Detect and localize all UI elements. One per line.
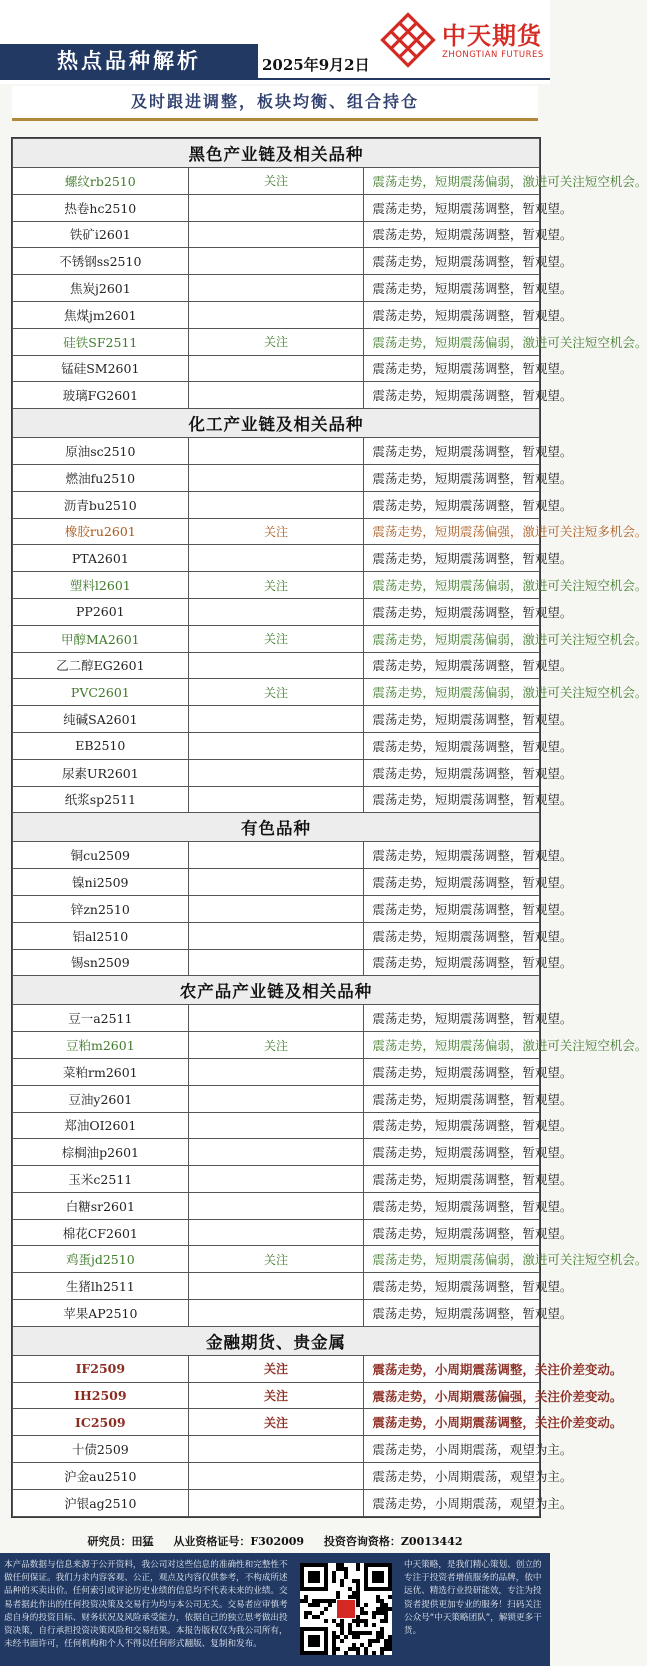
watch-tag [188, 1436, 364, 1463]
subtitle-underline [12, 118, 538, 121]
watch-tag [188, 706, 364, 733]
commodity-name: 铜cu2509 [13, 842, 189, 869]
outlook-text: 震荡走势，短期震荡调整，暂观望。 [364, 759, 540, 786]
table-row [13, 1436, 540, 1463]
table-row [13, 949, 540, 976]
watch-tag [188, 922, 364, 949]
watch-tag [188, 1085, 364, 1112]
researcher-license: 从业资格证号：F302009 [173, 1535, 305, 1548]
commodity-name: 十债2509 [13, 1436, 189, 1463]
commodity-name: 沥青bu2510 [13, 491, 189, 518]
outlook-text: 震荡走势，短期震荡调整，暂观望。 [364, 464, 540, 491]
brand-lattice-icon [380, 12, 436, 68]
watch-tag [188, 1005, 364, 1032]
table-row [13, 275, 540, 302]
table-row [13, 1139, 540, 1166]
section-title: 黑色产业链及相关品种 [13, 139, 540, 168]
table-row [13, 1382, 540, 1409]
outlook-text: 震荡走势，短期震荡调整，暂观望。 [364, 1085, 540, 1112]
outlook-text: 震荡走势，小周期震荡调整，关注价差变动。 [364, 1409, 540, 1436]
watch-tag [188, 1273, 364, 1300]
outlook-text: 震荡走势，短期震荡调整，暂观望。 [364, 221, 540, 248]
section-header [13, 409, 540, 438]
watch-tag [188, 248, 364, 275]
commodity-name: 焦炭j2601 [13, 275, 189, 302]
outlook-text: 震荡走势，短期震荡偏弱，激进可关注短空机会。 [364, 1032, 540, 1059]
section-header [13, 976, 540, 1005]
table-row [13, 518, 540, 545]
outlook-text: 震荡走势，短期震荡调整，暂观望。 [364, 248, 540, 275]
watch-tag [188, 949, 364, 976]
outlook-text: 震荡走势，短期震荡调整，暂观望。 [364, 355, 540, 382]
commodity-name: IC2509 [13, 1409, 189, 1436]
section-title: 金融期货、贵金属 [13, 1326, 540, 1355]
commodity-name: 菜粕rm2601 [13, 1058, 189, 1085]
outlook-text: 震荡走势，短期震荡偏弱，激进可关注短空机会。 [364, 679, 540, 706]
commodity-name: 纸浆sp2511 [13, 786, 189, 813]
outlook-text: 震荡走势，短期震荡调整，暂观望。 [364, 869, 540, 896]
watch-tag [188, 382, 364, 409]
watch-tag: 关注 [188, 1382, 364, 1409]
report-title: 热点品种解析 [0, 44, 258, 78]
outlook-text: 震荡走势，短期震荡调整，暂观望。 [364, 842, 540, 869]
commodity-name: 橡胶ru2601 [13, 518, 189, 545]
watch-tag [188, 759, 364, 786]
outlook-text: 震荡走势，短期震荡调整，暂观望。 [364, 438, 540, 465]
watch-tag: 关注 [188, 625, 364, 652]
outlook-text: 震荡走势，小周期震荡，观望为主。 [364, 1463, 540, 1490]
watch-tag [188, 545, 364, 572]
table-row [13, 1005, 540, 1032]
outlook-text: 震荡走势，短期震荡调整，暂观望。 [364, 922, 540, 949]
footer [0, 1553, 550, 1666]
table-row [13, 491, 540, 518]
commodity-name: 豆油y2601 [13, 1085, 189, 1112]
commodity-name: 锰硅SM2601 [13, 355, 189, 382]
outlook-text: 震荡走势，短期震荡调整，暂观望。 [364, 1166, 540, 1193]
header-divider [0, 78, 550, 80]
section-header [13, 139, 540, 168]
commodity-name: 白糖sr2601 [13, 1192, 189, 1219]
commodity-name: 苹果AP2510 [13, 1300, 189, 1327]
table-row [13, 1355, 540, 1382]
watch-tag [188, 194, 364, 221]
commodity-name: 铝al2510 [13, 922, 189, 949]
watch-tag [188, 732, 364, 759]
watch-tag [188, 895, 364, 922]
outlook-text: 震荡走势，短期震荡调整，暂观望。 [364, 491, 540, 518]
table-row [13, 1273, 540, 1300]
outlook-text: 震荡走势，短期震荡调整，暂观望。 [364, 1192, 540, 1219]
outlook-text: 震荡走势，短期震荡偏弱，激进可关注短空机会。 [364, 1246, 540, 1273]
watch-tag: 关注 [188, 1246, 364, 1273]
qr-code-icon[interactable] [300, 1563, 392, 1655]
commodity-name: PVC2601 [13, 679, 189, 706]
table-row [13, 786, 540, 813]
commodity-name: 塑料l2601 [13, 572, 189, 599]
researcher-name: 研究员：田猛 [87, 1535, 154, 1548]
table-row [13, 1166, 540, 1193]
commodity-name: EB2510 [13, 732, 189, 759]
table-row [13, 355, 540, 382]
outlook-text: 震荡走势，短期震荡调整，暂观望。 [364, 652, 540, 679]
commodity-name: 焦煤jm2601 [13, 301, 189, 328]
outlook-text: 震荡走势，短期震荡调整，暂观望。 [364, 1139, 540, 1166]
table-row [13, 1246, 540, 1273]
watch-tag: 关注 [188, 328, 364, 355]
report-subtitle: 及时跟进调整，板块均衡、组合持仓 [12, 86, 538, 118]
outlook-text: 震荡走势，小周期震荡，观望为主。 [364, 1489, 540, 1516]
watch-tag [188, 1219, 364, 1246]
table-row [13, 679, 540, 706]
outlook-text: 震荡走势，短期震荡偏强，激进可关注短多机会。 [364, 518, 540, 545]
brand-logo [380, 10, 548, 70]
outlook-text: 震荡走势，短期震荡调整，暂观望。 [364, 382, 540, 409]
watch-tag [188, 301, 364, 328]
table-row [13, 625, 540, 652]
section-header [13, 813, 540, 842]
table-row [13, 464, 540, 491]
report-date: 2025年9月2日 [262, 56, 370, 74]
outlook-text: 震荡走势，短期震荡调整，暂观望。 [364, 194, 540, 221]
commodity-name: 锌zn2510 [13, 895, 189, 922]
researcher-advisor-license: 投资咨询资格：Z0013442 [323, 1535, 463, 1548]
watch-tag [188, 1112, 364, 1139]
watch-tag [188, 1489, 364, 1516]
watch-tag [188, 355, 364, 382]
watch-tag [188, 221, 364, 248]
watch-tag [188, 1166, 364, 1193]
watch-tag [188, 1300, 364, 1327]
watch-tag [188, 275, 364, 302]
table-row [13, 1409, 540, 1436]
table-row [13, 652, 540, 679]
watch-tag [188, 491, 364, 518]
table-row [13, 759, 540, 786]
commodity-analysis-table [11, 137, 647, 1518]
table-row [13, 1463, 540, 1490]
watch-tag: 关注 [188, 168, 364, 195]
commodity-name: 沪银ag2510 [13, 1489, 189, 1516]
outlook-text: 震荡走势，小周期震荡偏强，关注价差变动。 [364, 1382, 540, 1409]
watch-tag [188, 869, 364, 896]
commodity-name: 棉花CF2601 [13, 1219, 189, 1246]
outlook-text: 震荡走势，短期震荡偏弱，激进可关注短空机会。 [364, 328, 540, 355]
section-title: 化工产业链及相关品种 [13, 409, 540, 438]
outlook-text: 震荡走势，短期震荡调整，暂观望。 [364, 732, 540, 759]
watch-tag: 关注 [188, 572, 364, 599]
commodity-name: IF2509 [13, 1355, 189, 1382]
outlook-text: 震荡走势，短期震荡偏弱，激进可关注短空机会。 [364, 625, 540, 652]
table-row [13, 922, 540, 949]
table-row [13, 842, 540, 869]
commodity-name: 镍ni2509 [13, 869, 189, 896]
table-row [13, 732, 540, 759]
table-row [13, 194, 540, 221]
table-row [13, 1085, 540, 1112]
table-row [13, 1058, 540, 1085]
outlook-text: 震荡走势，短期震荡调整，暂观望。 [364, 1219, 540, 1246]
disclaimer-text: 本产品数据与信息来源于公开资料，我公司对这些信息的准确性和完整性不做任何保证。我们力求内容客观、公正，观点及内容仅供参考，不构成所述品种的买卖出价。任何索引或评论历史业绩的信息均不代表未来的业绩。交易者据此作出的任何投资决策及交易行为均与本公司无关。交易者应审慎考虑自身的投资目标、财务状况及风险承受能力，依据自己的独立思考做出投资决策，自行承担投资决策风险和交易结果。本报告版权仅为我公司所有，未经书面许可，任何机构和个人不得以任何形式翻版、复制和发布。 [4, 1560, 288, 1650]
watch-tag: 关注 [188, 1355, 364, 1382]
commodity-name: 燃油fu2510 [13, 464, 189, 491]
watch-tag: 关注 [188, 679, 364, 706]
commodity-name: 尿素UR2601 [13, 759, 189, 786]
outlook-text: 震荡走势，短期震荡调整，暂观望。 [364, 1005, 540, 1032]
table-row [13, 869, 540, 896]
watch-tag [188, 1463, 364, 1490]
commodity-name: 鸡蛋jd2510 [13, 1246, 189, 1273]
outlook-text: 震荡走势，短期震荡调整，暂观望。 [364, 1300, 540, 1327]
table-row [13, 248, 540, 275]
watch-tag [188, 786, 364, 813]
commodity-name: 不锈钢ss2510 [13, 248, 189, 275]
watch-tag [188, 842, 364, 869]
commodity-name: 硅铁SF2511 [13, 328, 189, 355]
report-header [0, 0, 550, 84]
outlook-text: 震荡走势，短期震荡调整，暂观望。 [364, 949, 540, 976]
table-row [13, 895, 540, 922]
outlook-text: 震荡走势，短期震荡调整，暂观望。 [364, 1112, 540, 1139]
section-title: 有色品种 [13, 813, 540, 842]
commodity-name: 豆一a2511 [13, 1005, 189, 1032]
commodity-name: 豆粕m2601 [13, 1032, 189, 1059]
commodity-name: 郑油OI2601 [13, 1112, 189, 1139]
outlook-text: 震荡走势，小周期震荡，观望为主。 [364, 1436, 540, 1463]
outlook-text: 震荡走势，短期震荡调整，暂观望。 [364, 598, 540, 625]
watch-tag: 关注 [188, 1032, 364, 1059]
watch-tag [188, 1058, 364, 1085]
outlook-text: 震荡走势，短期震荡调整，暂观望。 [364, 301, 540, 328]
outlook-text: 震荡走势，短期震荡调整，暂观望。 [364, 786, 540, 813]
table-row [13, 1192, 540, 1219]
table-row [13, 328, 540, 355]
watch-tag [188, 1192, 364, 1219]
outlook-text: 震荡走势，短期震荡调整，暂观望。 [364, 895, 540, 922]
section-header [13, 1326, 540, 1355]
table-row [13, 1032, 540, 1059]
outlook-text: 震荡走势，短期震荡调整，暂观望。 [364, 706, 540, 733]
commodity-name: 热卷hc2510 [13, 194, 189, 221]
outlook-text: 震荡走势，短期震荡调整，暂观望。 [364, 275, 540, 302]
table-row [13, 1489, 540, 1516]
watch-tag [188, 464, 364, 491]
watch-tag [188, 438, 364, 465]
commodity-name: 螺纹rb2510 [13, 168, 189, 195]
commodity-name: 沪金au2510 [13, 1463, 189, 1490]
table-row [13, 168, 540, 195]
section-title: 农产品产业链及相关品种 [13, 976, 540, 1005]
outlook-text: 震荡走势，短期震荡偏弱，激进可关注短空机会。 [364, 168, 540, 195]
commodity-table-body [13, 139, 647, 1517]
table-row [13, 1219, 540, 1246]
table-row [13, 1112, 540, 1139]
table-row [13, 598, 540, 625]
table-row [13, 438, 540, 465]
commodity-name: 玉米c2511 [13, 1166, 189, 1193]
commodity-name: 铁矿i2601 [13, 221, 189, 248]
table-row [13, 221, 540, 248]
promo-text: 中天策略，是我们精心策划、创立的专注于投资者增值服务的品牌，依中远优、精选行业投研能效，专注为投资者提供更加专业的服务！扫码关注公众号“中天策略团队”，解锁更多干货。 [404, 1560, 542, 1637]
watch-tag [188, 652, 364, 679]
outlook-text: 震荡走势，小周期震荡调整，关注价差变动。 [364, 1355, 540, 1382]
commodity-name: 纯碱SA2601 [13, 706, 189, 733]
brand-name-cn: 中天期货 [442, 22, 542, 50]
table-row [13, 572, 540, 599]
commodity-name: 原油sc2510 [13, 438, 189, 465]
table-row [13, 706, 540, 733]
outlook-text: 震荡走势，短期震荡偏弱，激进可关注短空机会。 [364, 572, 540, 599]
commodity-name: 甲醇MA2601 [13, 625, 189, 652]
commodity-name: IH2509 [13, 1382, 189, 1409]
outlook-text: 震荡走势，短期震荡调整，暂观望。 [364, 1058, 540, 1085]
outlook-text: 震荡走势，短期震荡调整，暂观望。 [364, 1273, 540, 1300]
commodity-name: 乙二醇EG2601 [13, 652, 189, 679]
commodity-name: PTA2601 [13, 545, 189, 572]
researcher-bar [0, 1531, 550, 1553]
watch-tag [188, 1139, 364, 1166]
brand-name-en: ZHONGTIAN FUTURES [442, 50, 544, 60]
commodity-name: 锡sn2509 [13, 949, 189, 976]
table-row [13, 301, 540, 328]
table-row [13, 382, 540, 409]
commodity-name: 玻璃FG2601 [13, 382, 189, 409]
outlook-text: 震荡走势，短期震荡调整，暂观望。 [364, 545, 540, 572]
watch-tag: 关注 [188, 1409, 364, 1436]
watch-tag: 关注 [188, 518, 364, 545]
commodity-name: PP2601 [13, 598, 189, 625]
watch-tag [188, 598, 364, 625]
table-row [13, 545, 540, 572]
table-row [13, 1300, 540, 1327]
commodity-name: 生猪lh2511 [13, 1273, 189, 1300]
commodity-name: 棕榈油p2601 [13, 1139, 189, 1166]
